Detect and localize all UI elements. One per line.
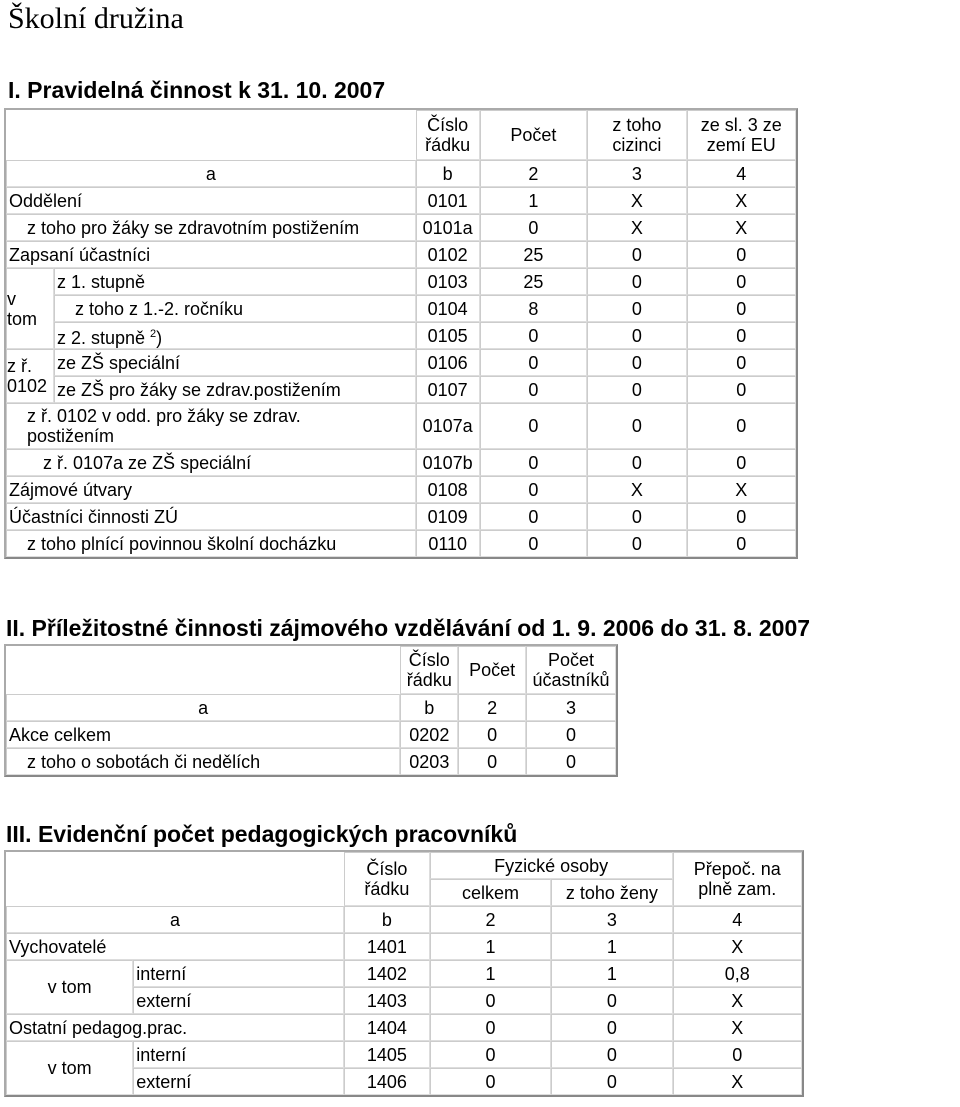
table-row	[6, 476, 796, 503]
table-row	[6, 960, 802, 987]
row-label: Zájmové útvary	[6, 476, 416, 503]
table-row	[6, 721, 616, 748]
table-row	[6, 449, 796, 476]
row-label: Oddělení	[6, 187, 416, 214]
letter-4: 4	[673, 906, 802, 933]
row-eu: 0	[687, 449, 796, 476]
table-row	[6, 933, 802, 960]
row-code: 0107a	[416, 403, 480, 449]
row-foreigners: 0	[587, 295, 687, 322]
section3-title: III. Evidenční počet pedagogických pracovníků	[6, 821, 518, 847]
row-foreigners: 0	[587, 268, 687, 295]
row-count: 0	[480, 403, 587, 449]
row-code: 0202	[400, 721, 458, 748]
header-women: z toho ženy	[551, 879, 672, 906]
row-label: ze ZŠ speciální	[54, 349, 416, 376]
table-row	[6, 503, 796, 530]
row-foreigners: X	[587, 214, 687, 241]
row-label: z 1. stupně	[54, 268, 416, 295]
row-label: externí	[133, 1068, 344, 1095]
row-count: 25	[480, 268, 587, 295]
row-count: 0	[480, 322, 587, 349]
header-participants: Počet účastníků	[526, 646, 616, 694]
row-foreigners: 0	[587, 322, 687, 349]
row-eu: 0	[687, 530, 796, 557]
row-participants: 0	[526, 748, 616, 775]
row-women: 1	[551, 960, 672, 987]
row-fte: 0	[673, 1041, 802, 1068]
table-row	[6, 295, 796, 322]
row-label: z toho plnící povinnou školní docházku	[6, 530, 416, 557]
row-eu: X	[687, 214, 796, 241]
letter-3: 3	[551, 906, 672, 933]
row-label: interní	[133, 1041, 344, 1068]
group-label-z-r: z ř. 0102	[6, 349, 54, 403]
row-code: 0108	[416, 476, 480, 503]
row-eu: 0	[687, 403, 796, 449]
table-row	[6, 268, 796, 295]
row-eu: 0	[687, 376, 796, 403]
row-eu: X	[687, 476, 796, 503]
row-label: Akce celkem	[6, 721, 400, 748]
row-count: 0	[480, 530, 587, 557]
row-foreigners: 0	[587, 449, 687, 476]
row-foreigners: 0	[587, 403, 687, 449]
row-eu: 0	[687, 241, 796, 268]
letter-a: a	[6, 160, 416, 187]
row-women: 0	[551, 1014, 672, 1041]
row-label: Zapsaní účastníci	[6, 241, 416, 268]
table-row	[6, 322, 796, 349]
row-count: 8	[480, 295, 587, 322]
letter-4: 4	[687, 160, 796, 187]
row-foreigners: 0	[587, 241, 687, 268]
row-foreigners: 0	[587, 530, 687, 557]
row-total: 0	[430, 1041, 551, 1068]
group-label-v-tom: v tom	[6, 268, 54, 349]
header-row	[6, 110, 796, 160]
row-code: 1403	[344, 987, 430, 1014]
row-count: 0	[480, 476, 587, 503]
row-count: 0	[480, 449, 587, 476]
row-code: 0102	[416, 241, 480, 268]
row-total: 1	[430, 933, 551, 960]
row-count: 0	[480, 349, 587, 376]
row-code: 0107b	[416, 449, 480, 476]
header-count: Počet	[458, 646, 526, 694]
row-total: 1	[430, 960, 551, 987]
table-row	[6, 403, 796, 449]
footnote-marker: 2	[150, 327, 157, 340]
row-fte: X	[673, 1068, 802, 1095]
letters-row	[6, 160, 796, 187]
letter-2: 2	[430, 906, 551, 933]
row-label: Ostatní pedagog.prac.	[6, 1014, 344, 1041]
row-code: 0104	[416, 295, 480, 322]
row-label	[54, 322, 416, 349]
row-code: 1401	[344, 933, 430, 960]
table-row	[6, 349, 796, 376]
row-women: 1	[551, 933, 672, 960]
row-code: 0101a	[416, 214, 480, 241]
row-eu: 0	[687, 268, 796, 295]
row-total: 0	[430, 1068, 551, 1095]
row-label: z toho o sobotách či nedělích	[6, 748, 400, 775]
table-row	[6, 748, 616, 775]
table-row	[6, 187, 796, 214]
table-regular-activity	[4, 108, 798, 559]
row-label: z toho pro žáky se zdravotním postižením	[6, 214, 416, 241]
row-label-text: z 2. stupně	[56, 327, 146, 348]
row-foreigners: X	[587, 476, 687, 503]
letter-b: b	[344, 906, 430, 933]
row-label: Účastníci činnosti ZÚ	[6, 503, 416, 530]
row-fte: X	[673, 933, 802, 960]
row-total: 0	[430, 1014, 551, 1041]
header-blank	[6, 852, 344, 906]
header-blank	[6, 110, 416, 160]
row-count: 1	[480, 187, 587, 214]
row-label: ze ZŠ pro žáky se zdrav.postižením	[54, 376, 416, 403]
row-label: z toho z 1.-2. ročníku	[54, 295, 416, 322]
row-eu: 0	[687, 295, 796, 322]
letter-a: a	[6, 694, 400, 721]
header-row	[6, 646, 616, 694]
row-fte: X	[673, 987, 802, 1014]
table-row	[6, 241, 796, 268]
table-row	[6, 530, 796, 557]
row-code: 0105	[416, 322, 480, 349]
row-women: 0	[551, 987, 672, 1014]
row-code: 0106	[416, 349, 480, 376]
header-row	[6, 852, 802, 879]
letters-row	[6, 906, 802, 933]
header-row-number: Číslo řádku	[400, 646, 458, 694]
row-women: 0	[551, 1041, 672, 1068]
row-count: 0	[480, 376, 587, 403]
header-eu: ze sl. 3 ze zemí EU	[687, 110, 796, 160]
row-eu: 0	[687, 322, 796, 349]
row-eu: X	[687, 187, 796, 214]
row-code: 0109	[416, 503, 480, 530]
row-label: interní	[133, 960, 344, 987]
letter-a: a	[6, 906, 344, 933]
row-fte: X	[673, 1014, 802, 1041]
row-code: 0203	[400, 748, 458, 775]
table-row	[6, 1041, 802, 1068]
group-label-v-tom: v tom	[6, 960, 133, 1014]
row-women: 0	[551, 1068, 672, 1095]
row-participants: 0	[526, 721, 616, 748]
row-label: externí	[133, 987, 344, 1014]
row-count: 0	[480, 503, 587, 530]
row-code: 1406	[344, 1068, 430, 1095]
row-count: 25	[480, 241, 587, 268]
group-label-v-tom: v tom	[6, 1041, 133, 1095]
table-row	[6, 1014, 802, 1041]
header-blank	[6, 646, 400, 694]
header-row-number: Číslo řádku	[416, 110, 480, 160]
section1-title: I. Pravidelná činnost k 31. 10. 2007	[8, 77, 386, 103]
row-count: 0	[480, 214, 587, 241]
row-label: Vychovatelé	[6, 933, 344, 960]
row-foreigners: 0	[587, 349, 687, 376]
row-foreigners: 0	[587, 503, 687, 530]
footnote-suffix: )	[156, 327, 163, 348]
row-foreigners: 0	[587, 376, 687, 403]
letter-b: b	[416, 160, 480, 187]
row-eu: 0	[687, 349, 796, 376]
letters-row	[6, 694, 616, 721]
table-teaching-staff	[4, 850, 804, 1097]
letter-b: b	[400, 694, 458, 721]
row-code: 0107	[416, 376, 480, 403]
row-foreigners: X	[587, 187, 687, 214]
letter-2: 2	[480, 160, 587, 187]
section2-title: II. Příležitostné činnosti zájmového vzdělávání od 1. 9. 2006 do 31. 8. 2007	[6, 615, 811, 641]
row-code: 1405	[344, 1041, 430, 1068]
header-total: celkem	[430, 879, 551, 906]
page-title: Školní družina	[8, 2, 184, 35]
row-code: 0101	[416, 187, 480, 214]
letter-3: 3	[526, 694, 616, 721]
table-occasional-activities	[4, 644, 618, 777]
row-code: 1404	[344, 1014, 430, 1041]
row-code: 0103	[416, 268, 480, 295]
header-fte: Přepoč. na plně zam.	[673, 852, 802, 906]
letter-3: 3	[587, 160, 687, 187]
row-label: z ř. 0102 v odd. pro žáky se zdrav. postižením	[6, 403, 416, 449]
header-foreigners: z toho cizinci	[587, 110, 687, 160]
row-label: z ř. 0107a ze ZŠ speciální	[6, 449, 416, 476]
row-code: 1402	[344, 960, 430, 987]
row-total: 0	[430, 987, 551, 1014]
header-row-number: Číslo řádku	[344, 852, 430, 906]
row-eu: 0	[687, 503, 796, 530]
header-physical: Fyzické osoby	[430, 852, 673, 879]
row-code: 0110	[416, 530, 480, 557]
table-row	[6, 376, 796, 403]
letter-2: 2	[458, 694, 526, 721]
table-row	[6, 214, 796, 241]
row-fte: 0,8	[673, 960, 802, 987]
header-count: Počet	[480, 110, 587, 160]
row-count: 0	[458, 748, 526, 775]
row-count: 0	[458, 721, 526, 748]
